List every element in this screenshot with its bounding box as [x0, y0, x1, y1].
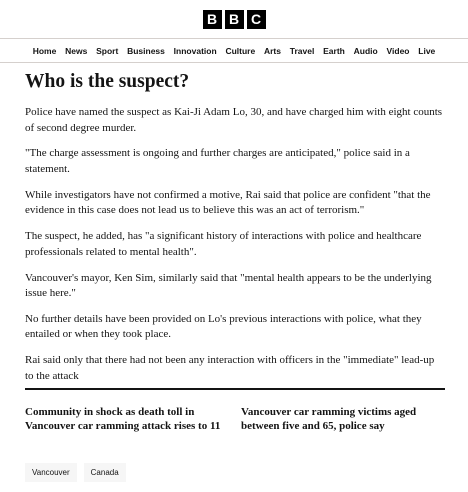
related-story-link[interactable]: Vancouver car ramming victims aged between five and 65, police say [241, 406, 417, 433]
section-divider [25, 388, 445, 390]
nav-item-news[interactable]: News [65, 45, 88, 56]
nav-item-business[interactable]: Business [127, 45, 165, 56]
tag-vancouver[interactable]: Vancouver [25, 463, 77, 482]
nav-list [28, 46, 439, 56]
tag-canada[interactable]: Canada [84, 463, 126, 482]
article-paragraph: Vancouver's mayor, Ken Sim, similarly said that "mental health appears to be the underlying issue here." [25, 271, 432, 300]
topic-tags [25, 463, 126, 482]
related-stories [25, 405, 445, 433]
nav-item-home[interactable]: Home [32, 45, 57, 56]
nav-item-travel[interactable]: Travel [289, 45, 315, 56]
nav-item-sport[interactable]: Sport [96, 45, 119, 56]
nav-item-live[interactable]: Live [418, 45, 436, 56]
related-story-link[interactable]: Community in shock as death toll in Vancouver car ramming attack rises to 11 [25, 406, 221, 433]
bbc-logo[interactable] [203, 10, 266, 29]
site-header [0, 0, 468, 38]
nav-item-culture[interactable]: Culture [225, 45, 256, 56]
nav-item-video[interactable]: Video [386, 45, 410, 56]
section-heading: Who is the suspect? [25, 71, 190, 92]
article-body [25, 64, 445, 395]
article-paragraph: Police have named the suspect as Kai-Ji Adam Lo, 30, and have charged him with eight counts of second degree murder. [25, 106, 443, 134]
nav-item-audio[interactable]: Audio [353, 45, 378, 56]
article-paragraph: While investigators have not confirmed a motive, Rai said that police are confident "that the evidence in this case does not lead us to believe this was an act of terrorism." [25, 188, 431, 217]
nav-item-innovation[interactable]: Innovation [173, 45, 217, 56]
logo-letter-b2: B [225, 10, 244, 29]
main-nav [0, 38, 468, 63]
article-paragraph: "The charge assessment is ongoing and further charges are anticipated," police said in a statement. [25, 147, 410, 175]
article-paragraph: Rai said only that there had not been any interaction with officers in the "immediate" lead-up to the attack [25, 354, 435, 382]
logo-letter-c: C [247, 10, 266, 29]
nav-item-arts[interactable]: Arts [263, 45, 281, 56]
logo-letter-b1: B [203, 10, 222, 29]
article-paragraph: The suspect, he added, has "a significant history of interactions with police and healthcare professionals related to mental health". [25, 230, 422, 258]
article-paragraph: No further details have been provided on Lo's previous interactions with police, what they entailed or when they took place. [25, 312, 422, 341]
nav-item-earth[interactable]: Earth [323, 45, 345, 56]
